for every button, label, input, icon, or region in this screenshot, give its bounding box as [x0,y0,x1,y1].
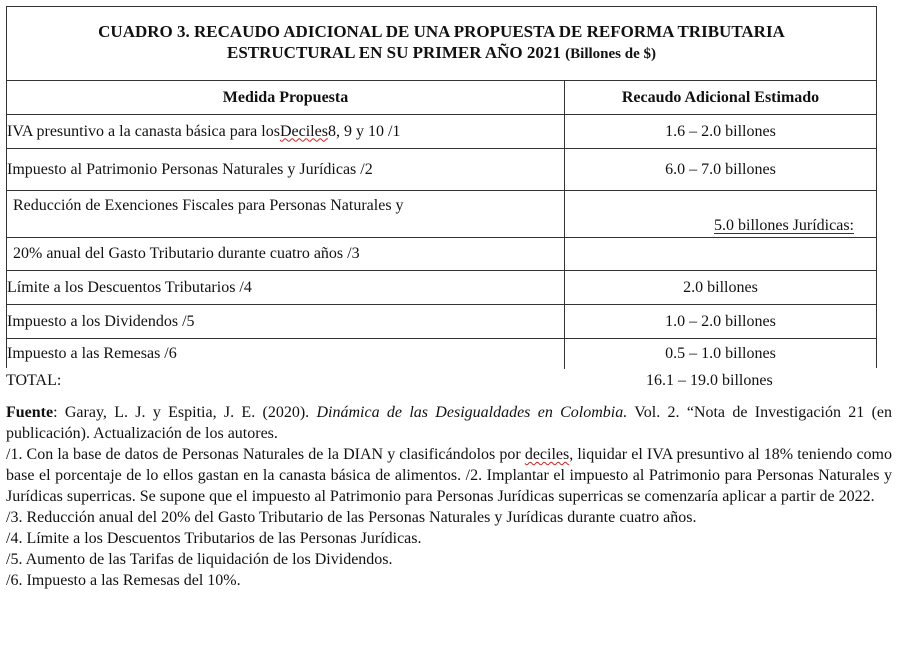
column-header-revenue: Recaudo Adicional Estimado [621,88,820,106]
row-measure [7,115,565,148]
footnote-6: /6. Impuesto a las Remesas del 10%. [6,572,241,589]
row-revenue: 6.0 – 7.0 billones [665,160,776,178]
row-measure: Límite a los Descuentos Tributarios /4 [7,271,565,304]
table-title [7,7,876,81]
table-row [7,339,876,369]
footnote-3: /3. Reducción anual del 20% del Gasto Tributario de las Personas Naturales y Jurídicas durante cuatro años. [6,509,697,526]
table-notes [6,402,892,591]
misspelled-word-deciles: Deciles [279,122,328,140]
row-measure: 20% anual del Gasto Tributario durante cuatro años /3 [7,238,565,270]
table-row [7,149,876,191]
row-measure: Reducción de Exenciones Fiscales para Personas Naturales y [7,191,565,237]
row-revenue: 2.0 billones [683,278,758,296]
footnote-4: /4. Límite a los Descuentos Tributarios de las Personas Jurídicas. [6,530,422,547]
table-row [7,305,876,339]
table-row [7,271,876,305]
footnote-5: /5. Aumento de las Tarifas de liquidación de los Dividendos. [6,551,393,568]
footnote-1-pre: /1. Con la base de datos de Personas Naturales de la DIAN y clasificándolos por [6,446,525,463]
column-header-measure: Medida Propuesta [7,81,565,114]
footnote-1-post: , liquidar el IVA presuntivo al 18% teniendo como base el porcentaje de lo ellos gastan en la canasta básica de alimentos. /2. Implantar el impuesto al Patrimonio para Personas Naturales y Jurídicas superricas. Se supone que el impuesto al Patrimonio para Personas Jurídicas superricas se comenzaría aplicar a partir de 2022. [6,446,892,505]
row-revenue: 1.6 – 2.0 billones [665,122,776,140]
row-revenue [565,191,876,237]
table-title-line1: CUADRO 3. RECAUDO ADICIONAL DE UNA PROPUESTA DE REFORMA TRIBUTARIA [98,22,785,41]
total-label: TOTAL: [6,372,62,389]
table-title-line2 [7,42,876,65]
footnote-1-2 [6,444,892,507]
table-row [7,238,876,271]
source-label: Fuente [6,404,54,421]
total-value: 16.1 – 19.0 billones [646,372,773,389]
source-book-title: Dinámica de las Desigualdades en Colombia. [316,404,628,421]
source-text-post: Vol. 2. “Nota de Investigación 21 (en publicación). Actualización de los autores. [6,404,893,442]
row-revenue: 1.0 – 2.0 billones [665,312,776,330]
source-text-pre: : Garay, L. J. y Espitia, J. E. (2020). [53,404,317,421]
source-note [6,402,892,444]
row-revenue [565,238,876,270]
table-row [7,191,876,238]
table-title-unit: (Billones de $) [565,46,656,62]
row-revenue-text: 5.0 billones Jurídicas: [714,217,854,234]
revenue-table [6,6,877,368]
total-row [6,372,866,394]
row-revenue: 0.5 – 1.0 billones [665,345,776,362]
table-header-row [7,81,876,115]
row-measure-post: 8, 9 y 10 /1 [327,122,401,140]
row-measure: Impuesto al Patrimonio Personas Naturales y Jurídicas /2 [7,149,565,190]
row-measure-pre: IVA presuntivo a la canasta básica para los [7,122,280,140]
misspelled-word-deciles-note: deciles [524,446,570,463]
row-measure: Impuesto a las Remesas /6 [7,339,565,369]
row-measure: Impuesto a los Dividendos /5 [7,305,565,338]
table-title-line2-text: ESTRUCTURAL EN SU PRIMER AÑO 2021 [226,43,561,62]
table-row [7,115,876,149]
